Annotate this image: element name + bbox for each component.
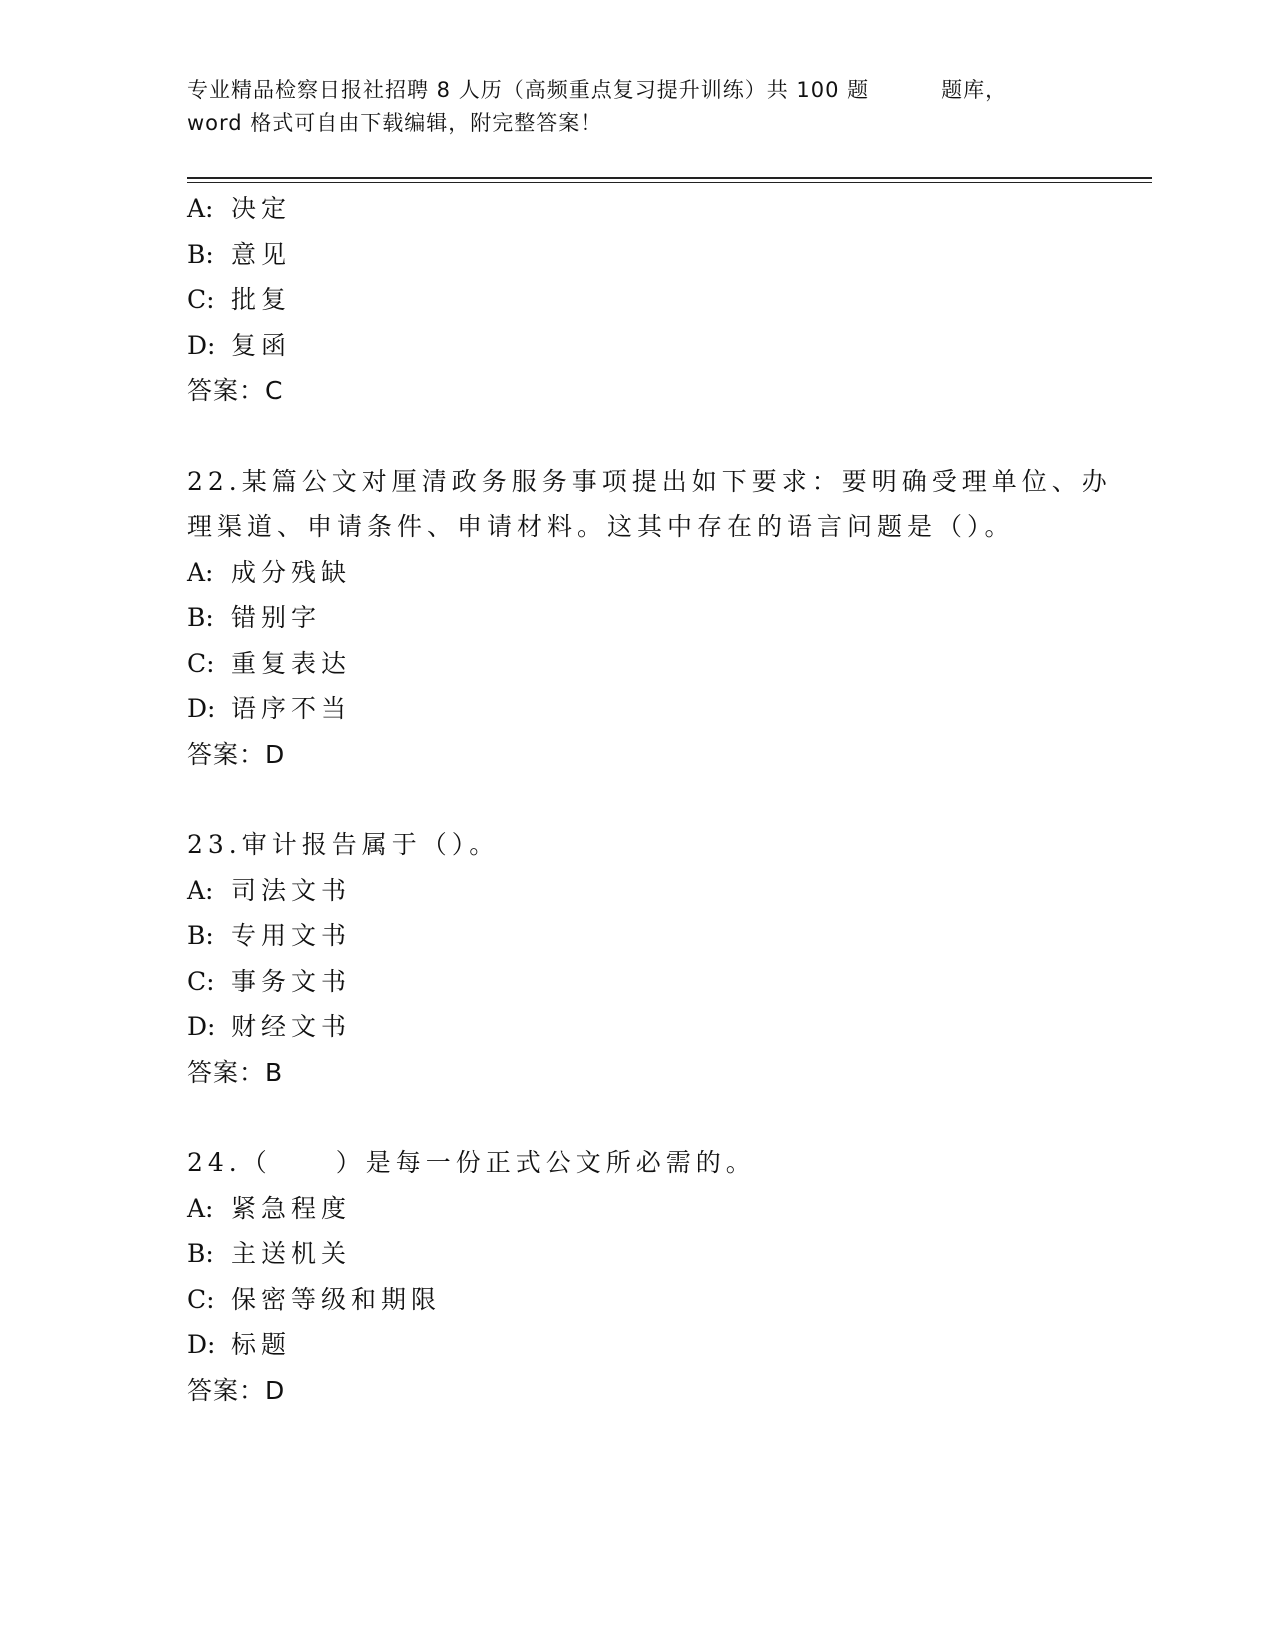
header-title-tail: 题库， — [941, 78, 1008, 102]
header-divider-thick — [187, 177, 1152, 179]
answer: 答案：D — [187, 739, 286, 769]
header-divider-thin — [187, 182, 1152, 183]
option-a: A: 紧急程度 — [187, 1193, 352, 1223]
option-a: A: 决定 — [187, 194, 292, 223]
document-header — [187, 74, 1067, 140]
question-stem: 24.（ ）是每一份正式公文所必需的。 — [187, 1148, 756, 1177]
option-b: B: 意见 — [187, 239, 292, 269]
header-title: 专业精品检察日报社招聘 8 人历（高频重点复习提升训练）共 100 题 — [187, 78, 870, 102]
answer: 答案：B — [187, 1057, 284, 1087]
question-24 — [187, 1140, 1087, 1413]
header-line-1 — [187, 74, 1067, 107]
option-b: B: 错别字 — [187, 603, 322, 632]
question-list — [187, 186, 1112, 1458]
option-c: C: 事务文书 — [187, 966, 352, 996]
option-d: D: 语序不当 — [187, 694, 352, 723]
answer: 答案：C — [187, 376, 284, 405]
question-stem: 23.审计报告属于（）。 — [187, 830, 500, 859]
option-c: C: 保密等级和期限 — [187, 1284, 442, 1314]
option-d: D: 复函 — [187, 330, 292, 360]
option-c: C: 批复 — [187, 285, 292, 314]
question-21 — [187, 186, 1087, 414]
option-b: B: 主送机关 — [187, 1239, 352, 1268]
option-a: A: 司法文书 — [187, 875, 352, 905]
header-line-2: word 格式可自由下载编辑，附完整答案！ — [187, 111, 603, 135]
answer: 答案：D — [187, 1375, 286, 1405]
question-23 — [187, 822, 1087, 1095]
question-stem-continued: 理渠道、申请条件、申请材料。这其中存在的语言问题是（）。 — [187, 512, 1015, 541]
question-22 — [187, 459, 1112, 778]
option-d: D: 标题 — [187, 1330, 292, 1359]
option-d: D: 财经文书 — [187, 1012, 352, 1041]
option-c: C: 重复表达 — [187, 648, 352, 678]
question-stem: 22.某篇公文对厘清政务服务事项提出如下要求：要明确受理单位、办 — [187, 466, 1112, 496]
option-b: B: 专用文书 — [187, 921, 352, 950]
option-a: A: 成分残缺 — [187, 557, 352, 587]
